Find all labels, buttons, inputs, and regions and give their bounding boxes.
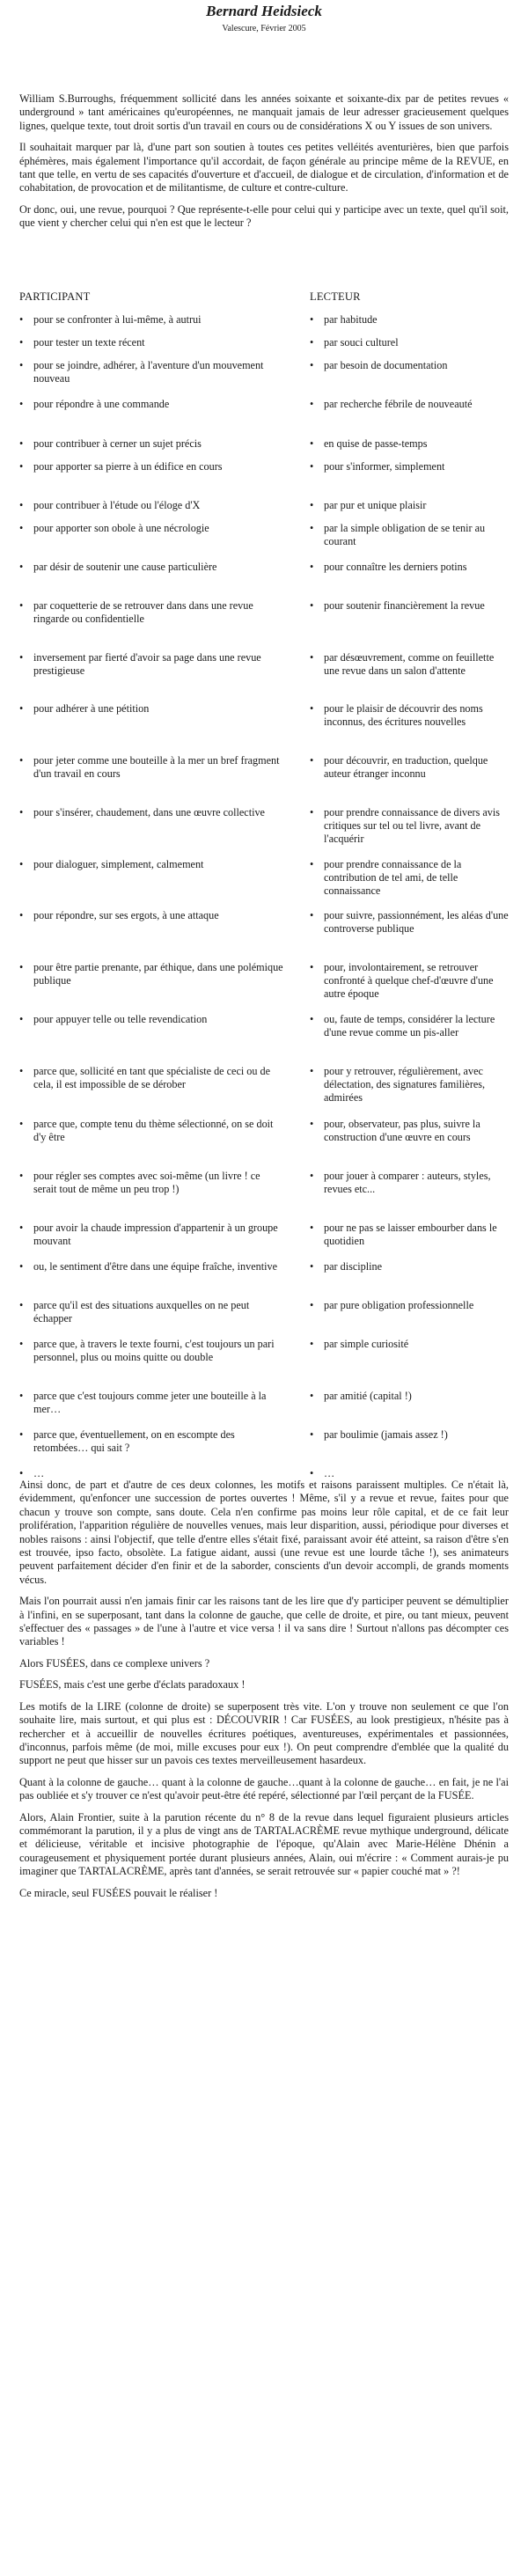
participant-item-text: pour se confronter à lui-même, à autrui xyxy=(33,312,202,326)
bullet-icon: • xyxy=(310,908,314,921)
lecteur-item-cell xyxy=(310,599,509,613)
lecteur-column-title: LECTEUR xyxy=(310,290,361,303)
bullet-icon: • xyxy=(19,1427,24,1441)
lecteur-item-text: pour le plaisir de découvrir des noms inconnus, des écritures nouvelles xyxy=(324,701,483,728)
lecteur-item xyxy=(310,561,509,574)
participant-item-cell xyxy=(19,499,285,512)
lecteur-item xyxy=(310,1260,509,1273)
participant-item-cell xyxy=(19,1260,285,1273)
lecteur-item xyxy=(310,858,509,899)
lecteur-item xyxy=(310,1065,509,1105)
participant-item-text: parce que c'est toujours comme jeter une bouteille à la mer… xyxy=(33,1389,267,1415)
bullet-icon: • xyxy=(19,397,24,410)
participant-item-text: pour apporter son obole à une nécrologie xyxy=(33,521,209,534)
bullet-icon: • xyxy=(19,650,24,664)
participant-item-cell xyxy=(19,522,285,535)
participant-item xyxy=(19,437,285,451)
participant-item xyxy=(19,1222,285,1248)
participant-item xyxy=(19,909,285,922)
participant-item-cell xyxy=(19,1428,285,1455)
lecteur-item-cell xyxy=(310,499,509,512)
intro-paragraph: William S.Burroughs, fréquemment sollicité dans les années soixante et soixante-dix par de petites revues « underground » tant américaines qu'européennes, ne manquait jamais de leur adresser gracieusement quelques lignes, quelque texte, tout droit sortis d'un travail en cours ou de considérations X ou Y issues de son univers. xyxy=(19,92,509,132)
participant-item xyxy=(19,460,285,473)
participant-item xyxy=(19,599,285,626)
participant-item-text: pour contribuer à cerner un sujet précis xyxy=(33,437,202,450)
lecteur-item-text: par simple curiosité xyxy=(324,1337,409,1350)
participant-item-cell xyxy=(19,702,285,716)
bullet-icon: • xyxy=(310,335,314,349)
bullet-icon: • xyxy=(19,1064,24,1077)
participant-item xyxy=(19,359,285,385)
lecteur-item xyxy=(310,1222,509,1248)
bullet-icon: • xyxy=(19,560,24,573)
participant-item-cell xyxy=(19,437,285,451)
lecteur-item xyxy=(310,961,509,1002)
lecteur-item-cell xyxy=(310,336,509,349)
lecteur-item-text: … xyxy=(324,1466,335,1479)
bullet-icon: • xyxy=(310,1221,314,1234)
participant-item-text: pour contribuer à l'étude ou l'éloge d'X xyxy=(33,498,201,511)
lecteur-item-text: pour ne pas se laisser embourber dans le quotidien xyxy=(324,1221,497,1247)
bullet-icon: • xyxy=(310,397,314,410)
closing-paragraph: Alors FUSÉES, dans ce complexe univers ? xyxy=(19,1656,210,1670)
participant-item-cell xyxy=(19,806,285,819)
participant-item-cell xyxy=(19,1170,285,1196)
lecteur-item-cell xyxy=(310,437,509,451)
lecteur-item-cell xyxy=(310,522,509,548)
participant-item-cell xyxy=(19,1222,285,1248)
bullet-icon: • xyxy=(310,1427,314,1441)
bullet-icon: • xyxy=(19,701,24,715)
lecteur-item xyxy=(310,1338,509,1351)
closing-paragraph: Ainsi donc, de part et d'autre de ces deux colonnes, les motifs et raisons paraissent multiples. Ce n'était là, évidemment, qu'enfoncer une succession de portes ouvertes ! Même, s'il y a revue et revue, faites pour que chacun y trouve son compte, sans doute. Cela n'en confirme pas moins leur rôle capital, et de ce fait leur prolifération, l'apparition régulière de nouvelles venues, mais leur disparition, aussi, périodique pour diverses et nobles raisons : ainsi l'objectif, que telle d'entre elles s'était fixé, paraissant avoir été atteint, sa raison d'être s'en est trouvée, ipso facto, obsolète. La fatigue aidant, aussi (une revue est une lourde tâche !), ses animateurs peuvent parfaitement décider d'en finir et de la saborder, conscients d'un devoir accompli, de grands moments vécus. xyxy=(19,1479,509,1586)
bullet-icon: • xyxy=(19,1298,24,1311)
participant-item xyxy=(19,1118,285,1144)
lecteur-item-text: par recherche fébrile de nouveauté xyxy=(324,397,473,410)
participant-item-cell xyxy=(19,1338,285,1364)
lecteur-item-text: ou, faute de temps, considérer la lecture d'une revue comme un pis-aller xyxy=(324,1012,495,1038)
lecteur-item xyxy=(310,1428,509,1442)
bullet-icon: • xyxy=(310,1259,314,1273)
closing-paragraph: Ce miracle, seul FUSÉES pouvait le réaliser ! xyxy=(19,1886,218,1899)
lecteur-item xyxy=(310,499,509,512)
lecteur-item xyxy=(310,522,509,548)
bullet-icon: • xyxy=(19,960,24,973)
participant-item-cell xyxy=(19,599,285,626)
lecteur-item-cell xyxy=(310,1170,509,1196)
bullet-icon: • xyxy=(310,560,314,573)
lecteur-item xyxy=(310,1299,509,1312)
lecteur-item-text: pour soutenir financièrement la revue xyxy=(324,598,485,612)
lecteur-item-cell xyxy=(310,961,509,1002)
participant-item xyxy=(19,702,285,716)
intro-paragraph: Or donc, oui, une revue, pourquoi ? Que représente-t-elle pour celui qui y participe avec un texte, quel qu'il soit, que vient y chercher celui qui n'en est que le lecteur ? xyxy=(19,202,509,230)
participant-item xyxy=(19,1013,285,1026)
lecteur-item-cell xyxy=(310,1065,509,1105)
participant-item xyxy=(19,313,285,327)
lecteur-item-text: pour connaître les derniers potins xyxy=(324,560,467,573)
place-date: Valescure, Février 2005 xyxy=(222,24,306,33)
lecteur-item-text: par besoin de documentation xyxy=(324,358,448,371)
lecteur-item-cell xyxy=(310,313,509,327)
bullet-icon: • xyxy=(310,1298,314,1311)
participant-item xyxy=(19,1170,285,1196)
lecteur-item-text: pour suivre, passionnément, les aléas d'une controverse publique xyxy=(324,908,509,935)
participant-item-text: pour avoir la chaude impression d'appartenir à un groupe mouvant xyxy=(33,1221,278,1247)
participant-item-text: parce que, à travers le texte fourni, c'est toujours un pari personnel, plus ou moins quitte ou double xyxy=(33,1337,275,1363)
lecteur-item-text: par habitude xyxy=(324,312,378,326)
lecteur-item-text: par boulimie (jamais assez !) xyxy=(324,1427,448,1441)
participant-item-cell xyxy=(19,1065,285,1091)
intro-paragraph: Il souhaitait marquer par là, d'une part son soutien à toutes ces petites velléités aventurières, bien que parfois éphémères, mais également l'importance qu'il accordait, de façon générale au principe même de la REVUE, en tant que telle, en vertu de ses capacités d'ouverture et d'accueil, de dialogue et de circulation, d'information et de cohabitation, de provocation et de militantisme, de culture et contre-culture. xyxy=(19,141,509,194)
participant-column-title: PARTICIPANT xyxy=(19,290,91,303)
lecteur-item-text: par désœuvrement, comme on feuillette une revue dans un salon d'attente xyxy=(324,650,495,677)
bullet-icon: • xyxy=(310,312,314,326)
participant-item xyxy=(19,1338,285,1364)
participant-item-text: parce que, compte tenu du thème sélectionné, on se doit d'y être xyxy=(33,1117,274,1143)
lecteur-item-text: par discipline xyxy=(324,1259,382,1273)
author-name: Bernard Heidsieck xyxy=(206,3,322,19)
lecteur-item-cell xyxy=(310,702,509,729)
bullet-icon: • xyxy=(310,459,314,473)
participant-item-text: pour être partie prenante, par éthique, dans une polémique publique xyxy=(33,960,283,987)
lecteur-item xyxy=(310,437,509,451)
lecteur-item-text: pour, involontairement, se retrouver confronté à quelque chef-d'œuvre d'une autre époque xyxy=(324,960,494,1001)
closing-text xyxy=(19,1479,509,1908)
lecteur-item-cell xyxy=(310,909,509,936)
bullet-icon: • xyxy=(19,335,24,349)
bullet-icon: • xyxy=(19,908,24,921)
participant-item-cell xyxy=(19,1299,285,1325)
lecteur-item-cell xyxy=(310,1390,509,1403)
lecteur-item-cell xyxy=(310,1118,509,1144)
bullet-icon: • xyxy=(310,1169,314,1182)
lecteur-item-text: par pur et unique plaisir xyxy=(324,498,427,511)
lecteur-item xyxy=(310,1118,509,1144)
lecteur-item-text: pour, observateur, pas plus, suivre la construction d'une œuvre en cours xyxy=(324,1117,480,1143)
participant-item-text: … xyxy=(33,1466,45,1479)
bullet-icon: • xyxy=(310,437,314,450)
bullet-icon: • xyxy=(310,521,314,534)
lecteur-item xyxy=(310,313,509,327)
bullet-icon: • xyxy=(19,358,24,371)
participant-item-cell xyxy=(19,858,285,871)
lecteur-item-cell xyxy=(310,561,509,574)
lecteur-item-cell xyxy=(310,1428,509,1442)
participant-item-cell xyxy=(19,1013,285,1026)
bullet-icon: • xyxy=(310,1117,314,1130)
bullet-icon: • xyxy=(19,1466,24,1479)
bullet-icon: • xyxy=(19,459,24,473)
participant-item-cell xyxy=(19,651,285,678)
participant-item-text: pour se joindre, adhérer, à l'aventure d'un mouvement nouveau xyxy=(33,358,264,385)
lecteur-item-cell xyxy=(310,1299,509,1312)
participant-item-cell xyxy=(19,313,285,327)
participant-item xyxy=(19,499,285,512)
bullet-icon: • xyxy=(310,1466,314,1479)
bullet-icon: • xyxy=(19,498,24,511)
bullet-icon: • xyxy=(310,598,314,612)
lecteur-item-cell xyxy=(310,858,509,899)
lecteur-item-text: pour découvrir, en traduction, quelque auteur étranger inconnu xyxy=(324,753,488,780)
participant-item xyxy=(19,398,285,411)
lecteur-item-cell xyxy=(310,1222,509,1248)
lecteur-item xyxy=(310,806,509,847)
closing-paragraph: Alors, Alain Frontier, suite à la parution récente du n° 8 de la revue dans lequel figuraient plusieurs articles commémorant la parution, il y a plus de vingt ans de TARTALACRÈME revue mythique underground, délicate et délicieuse, véritable et incisive photographie de l'époque, qu'Alain avec Marie-Hélène Dhénin a courageusement et physiquement portée durant plusieurs années, Alain, oui m'écrire : « Comment aurais-je pu imaginer que TARTALACRÈME, après tant d'années, se serait retrouvée sur « papier couché mat » ?! xyxy=(19,1810,509,1878)
bullet-icon: • xyxy=(19,753,24,767)
closing-paragraph: Les motifs de la LIRE (colonne de droite) se superposent très vite. L'on y trouve non seulement ce que l'on souhaite lire, mais surtout, et qui plus est : DÉCOUVRIR ! Car FUSÉES, au look prestigieux, n'hésite pas à rechercher et à accueillir de nouvelles écritures poétiques, aventureuses, expérimentales et passionnées, d'inconnus, parfois même (de moi, mille excuses pour eux !). On peut comprendre d'emblée que la qualité du support ne peut que hisser sur un pavois ces textes merveilleusement hasardeux. xyxy=(19,1699,509,1767)
lecteur-item xyxy=(310,599,509,613)
bullet-icon: • xyxy=(310,701,314,715)
lecteur-item-text: par amitié (capital !) xyxy=(324,1389,412,1402)
bullet-icon: • xyxy=(310,498,314,511)
participant-item-cell xyxy=(19,1390,285,1416)
participant-item-cell xyxy=(19,961,285,987)
bullet-icon: • xyxy=(310,1064,314,1077)
lecteur-item-cell xyxy=(310,359,509,372)
participant-item-cell xyxy=(19,561,285,574)
lecteur-item-cell xyxy=(310,651,509,678)
participant-item-text: ou, le sentiment d'être dans une équipe fraîche, inventive xyxy=(33,1259,277,1273)
two-column-list xyxy=(19,290,509,1487)
bullet-icon: • xyxy=(19,805,24,818)
bullet-icon: • xyxy=(19,1169,24,1182)
participant-item-text: par coquetterie de se retrouver dans dans une revue ringarde ou confidentielle xyxy=(33,598,253,625)
participant-item-text: pour tester un texte récent xyxy=(33,335,145,349)
participant-item-text: inversement par fierté d'avoir sa page dans une revue prestigieuse xyxy=(33,650,261,677)
lecteur-item-text: pour prendre connaissance de divers avis critiques sur tel ou tel livre, avant de l'acquérir xyxy=(324,805,501,846)
bullet-icon: • xyxy=(310,1337,314,1350)
participant-item-text: pour jeter comme une bouteille à la mer un bref fragment d'un travail en cours xyxy=(33,753,280,780)
lecteur-item-text: pour y retrouver, régulièrement, avec délectation, des signatures familières, admirées xyxy=(324,1064,486,1105)
participant-item xyxy=(19,1299,285,1325)
participant-item-cell xyxy=(19,754,285,781)
participant-item-cell xyxy=(19,1118,285,1144)
participant-item-cell xyxy=(19,909,285,922)
participant-item xyxy=(19,858,285,871)
lecteur-item xyxy=(310,754,509,781)
bullet-icon: • xyxy=(310,805,314,818)
lecteur-item-cell xyxy=(310,754,509,781)
lecteur-item xyxy=(310,460,509,473)
bullet-icon: • xyxy=(19,312,24,326)
participant-item xyxy=(19,1065,285,1091)
lecteur-item-text: pour s'informer, simplement xyxy=(324,459,445,473)
participant-item xyxy=(19,1260,285,1273)
closing-paragraph: FUSÉES, mais c'est une gerbe d'éclats paradoxaux ! xyxy=(19,1678,246,1692)
participant-item xyxy=(19,1390,285,1416)
lecteur-item-cell xyxy=(310,398,509,411)
participant-item-cell xyxy=(19,460,285,473)
participant-item-text: pour dialoguer, simplement, calmement xyxy=(33,857,204,870)
participant-item-text: parce que, éventuellement, on en escompte des retombées… qui sait ? xyxy=(33,1427,235,1454)
bullet-icon: • xyxy=(19,1389,24,1402)
bullet-icon: • xyxy=(19,1259,24,1273)
participant-item xyxy=(19,336,285,349)
bullet-icon: • xyxy=(310,1012,314,1025)
bullet-icon: • xyxy=(310,650,314,664)
lecteur-item xyxy=(310,909,509,936)
bullet-icon: • xyxy=(310,753,314,767)
bullet-icon: • xyxy=(310,1389,314,1402)
participant-item xyxy=(19,522,285,535)
participant-item-text: parce que, sollicité en tant que spécialiste de ceci ou de cela, il est impossible de se dérober xyxy=(33,1064,271,1090)
bullet-icon: • xyxy=(19,598,24,612)
lecteur-item-cell xyxy=(310,806,509,847)
lecteur-item-text: en quise de passe-temps xyxy=(324,437,428,450)
participant-item xyxy=(19,961,285,987)
participant-item xyxy=(19,806,285,819)
bullet-icon: • xyxy=(19,437,24,450)
participant-item-cell xyxy=(19,359,285,385)
lecteur-item-cell xyxy=(310,1013,509,1039)
lecteur-item xyxy=(310,359,509,372)
participant-item-text: par désir de soutenir une cause particulière xyxy=(33,560,217,573)
lecteur-item xyxy=(310,651,509,678)
lecteur-item xyxy=(310,1390,509,1403)
participant-item-cell xyxy=(19,398,285,411)
lecteur-item-cell xyxy=(310,460,509,473)
lecteur-item xyxy=(310,1170,509,1196)
lecteur-item-cell xyxy=(310,1260,509,1273)
lecteur-item-text: par souci culturel xyxy=(324,335,399,349)
participant-item xyxy=(19,561,285,574)
participant-item-text: pour régler ses comptes avec soi-même (un livre ! ce serait tout de même un peu trop !) xyxy=(33,1169,260,1195)
participant-item xyxy=(19,1428,285,1455)
lecteur-item-text: par la simple obligation de se tenir au courant xyxy=(324,521,486,547)
participant-item-text: pour appuyer telle ou telle revendication xyxy=(33,1012,208,1025)
bullet-icon: • xyxy=(19,1337,24,1350)
participant-item-text: pour répondre, sur ses ergots, à une attaque xyxy=(33,908,219,921)
participant-item-text: pour répondre à une commande xyxy=(33,397,170,410)
lecteur-item-text: pour jouer à comparer : auteurs, styles, revues etc... xyxy=(324,1169,491,1195)
bullet-icon: • xyxy=(310,960,314,973)
bullet-icon: • xyxy=(310,358,314,371)
lecteur-item xyxy=(310,702,509,729)
lecteur-item-text: par pure obligation professionnelle xyxy=(324,1298,474,1311)
participant-item-text: pour adhérer à une pétition xyxy=(33,701,150,715)
participant-item-text: pour s'insérer, chaudement, dans une œuvre collective xyxy=(33,805,265,818)
bullet-icon: • xyxy=(19,1012,24,1025)
bullet-icon: • xyxy=(310,857,314,870)
participant-item-text: pour apporter sa pierre à un édifice en cours xyxy=(33,459,223,473)
participant-item xyxy=(19,754,285,781)
bullet-icon: • xyxy=(19,857,24,870)
lecteur-item-text: pour prendre connaissance de la contribution de tel ami, de telle connaissance xyxy=(324,857,462,898)
participant-item-text: parce qu'il est des situations auxquelles on ne peut échapper xyxy=(33,1298,250,1325)
participant-item-cell xyxy=(19,336,285,349)
bullet-icon: • xyxy=(19,1221,24,1234)
closing-paragraph: Quant à la colonne de gauche… quant à la colonne de gauche…quant à la colonne de gauche… en fait, je ne l'ai pas oubliée et s'y trouver ce n'est qu'avoir peut-être été repéré, sélectionné par l'œil perçant de la FUSÉE. xyxy=(19,1775,509,1802)
bullet-icon: • xyxy=(19,521,24,534)
lecteur-item xyxy=(310,336,509,349)
lecteur-item xyxy=(310,398,509,411)
closing-paragraph: Mais l'on pourrait aussi n'en jamais finir car les raisons tant de les lire que d'y participer peuvent se démultiplier à l'infini, en se superposant, tant dans la colonne de gauche, que celle de droite, et pire, ou tant mieux, peuvent s'effectuer des « passages » de l'une à l'autre et vice versa ! il va sans dire ! Surtout n'allons pas décompter ces variables ! xyxy=(19,1595,509,1648)
lecteur-item-cell xyxy=(310,1338,509,1351)
lecteur-item xyxy=(310,1013,509,1039)
participant-item xyxy=(19,651,285,678)
bullet-icon: • xyxy=(19,1117,24,1130)
